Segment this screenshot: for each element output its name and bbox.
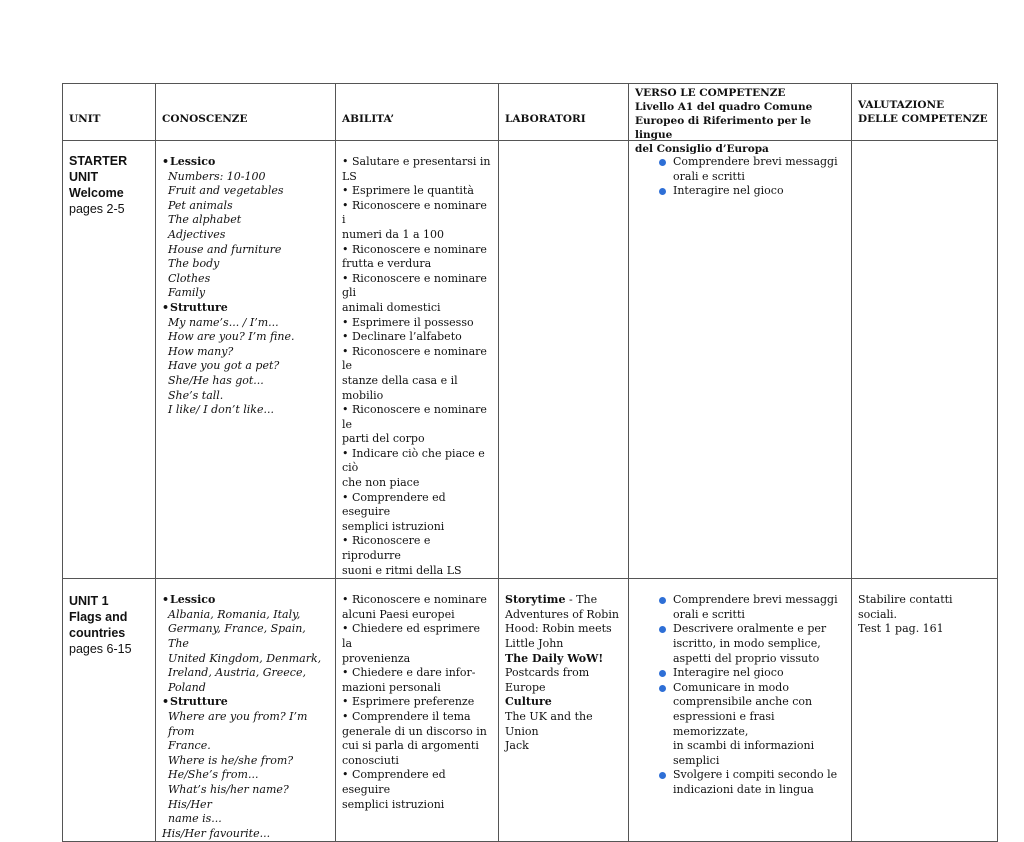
strutture-item: Have you got a pet? (168, 359, 280, 373)
abilita-line: • Riconoscere e nominare i (342, 198, 487, 227)
lessico-item: Germany, France, Spain, The (168, 622, 306, 650)
lab-culture: Culture (505, 695, 552, 709)
lessico-item: Clothes (168, 271, 211, 285)
lab-line: Adventures of Robin (505, 607, 619, 621)
lab-storytime: Storytime - The (505, 593, 598, 607)
strutture-item: I like/ I don’t like... (168, 403, 274, 417)
abilita-line: semplici istruzioni (342, 519, 445, 533)
abilita-line: frutta e verdura (342, 257, 432, 271)
bullet-dot-icon (659, 159, 666, 166)
abilita-line: animali domestici (342, 300, 441, 314)
bullet-dot-icon (659, 685, 666, 692)
abilita-line: • Declinare l’alfabeto (342, 330, 462, 344)
lessico-item: Ireland, Austria, Greece, Poland (168, 666, 306, 694)
abilita-line: cui si parla di argomenti (342, 739, 479, 753)
competenze-cell (629, 579, 852, 842)
abilita-line: suoni e ritmi della LS (342, 563, 462, 577)
unit-title: STARTER UNIT Welcome (69, 154, 128, 200)
abilita-line: semplici istruzioni (342, 797, 445, 811)
competenze-cell (629, 141, 852, 579)
strutture-item: What’s his/her name? His/Her (168, 782, 289, 811)
abilita-line: • Riconoscere e riprodurre (342, 534, 431, 563)
header-valutazione: VALUTAZIONE DELLE COMPETENZE (852, 84, 998, 141)
competenza-item: Comunicare in modo comprensibile anche con espressioni e frasi memorizzate, in scambi di informazioni semplici (629, 681, 851, 769)
strutture-item: How many? (168, 344, 234, 358)
abilita-line: • Chiedere e dare infor- (342, 666, 476, 680)
bullet-dot-icon (659, 670, 666, 677)
abilita-line: che non piace (342, 476, 420, 490)
bullet-dot-icon (659, 188, 666, 195)
lessico-heading: •Lessico (162, 155, 216, 168)
abilita-line: conosciuti (342, 753, 399, 767)
unit-pages: pages 2-5 (69, 202, 125, 216)
abilita-line: • Riconoscere e nominare (342, 242, 487, 256)
curriculum-table (62, 83, 998, 842)
laboratori-cell (499, 141, 629, 579)
competenza-item: Interagire nel gioco (629, 666, 851, 681)
lessico-item: Fruit and vegetables (168, 184, 284, 198)
abilita-line: • Indicare ciò che piace e ciò (342, 446, 485, 475)
lessico-item: Family (168, 286, 206, 300)
strutture-item: She’s tall. (168, 388, 224, 402)
abilita-line: stanze della casa e il mobilio (342, 373, 458, 402)
lab-line: The UK and the Union (505, 709, 593, 738)
header-abilita: ABILITA’ (336, 84, 499, 141)
valutazione-line: Stabilire contatti sociali. (858, 593, 953, 621)
strutture-item: France. (168, 739, 211, 753)
lab-line: Hood: Robin meets (505, 622, 612, 636)
abilita-line: provenienza (342, 651, 411, 665)
abilita-line: • Riconoscere e nominare le (342, 344, 487, 373)
abilita-line: generale di un discorso in (342, 724, 487, 738)
abilita-line: • Comprendere il tema (342, 709, 471, 723)
header-row (63, 84, 998, 141)
lab-line: Postcards from (505, 666, 590, 680)
table-row (63, 579, 998, 842)
abilita-line: • Comprendere ed eseguire (342, 768, 446, 796)
abilita-cell (336, 141, 499, 579)
abilita-line: alcuni Paesi europei (342, 607, 455, 621)
valutazione-cell (852, 141, 998, 579)
strutture-item: My name’s... / I’m... (168, 315, 279, 329)
strutture-item: Where are you from? I’m from (168, 709, 308, 738)
lab-line: Jack (505, 739, 529, 753)
bullet-dot-icon (659, 626, 666, 633)
competenza-item: Interagire nel gioco (629, 184, 851, 199)
valutazione-cell (852, 579, 998, 842)
strutture-item: How are you? I’m fine. (168, 330, 295, 344)
lessico-item: Adjectives (168, 227, 226, 241)
unit-title: UNIT 1 Flags and countries (69, 594, 128, 641)
strutture-item: Where is he/she from? (168, 753, 294, 767)
unit-pages: pages 6-15 (69, 642, 132, 657)
bullet-dot-icon (659, 597, 666, 604)
abilita-line: • Chiedere ed esprimere la (342, 622, 481, 650)
header-unit: UNIT (63, 84, 156, 141)
valutazione-line: Test 1 pag. 161 (858, 622, 944, 636)
conoscenze-cell (156, 579, 336, 842)
strutture-item: name is... (168, 812, 222, 826)
conoscenze-cell (156, 141, 336, 579)
competenza-item: Svolgere i compiti secondo le indicazioni date in lingua (629, 768, 851, 797)
abilita-line: • Riconoscere e nominare gli (342, 271, 487, 300)
unit-cell (63, 141, 156, 579)
competenza-item: Descrivere oralmente e per iscritto, in modo semplice, aspetti del proprio vissuto (629, 622, 851, 666)
abilita-line: • Esprimere il possesso (342, 315, 474, 329)
laboratori-cell (499, 579, 629, 842)
abilita-line: • Comprendere ed eseguire (342, 490, 446, 519)
unit-cell (63, 579, 156, 842)
abilita-line: mazioni personali (342, 680, 441, 694)
strutture-heading: •Strutture (162, 300, 228, 314)
lab-daily-wow: The Daily WoW! (505, 651, 604, 665)
lessico-item: Numbers: 10-100 (168, 169, 266, 183)
lessico-item: United Kingdom, Denmark, (168, 651, 322, 665)
header-conoscenze: CONOSCENZE (156, 84, 336, 141)
table-row (63, 141, 998, 579)
abilita-line: numeri da 1 a 100 (342, 227, 445, 241)
lessico-heading: •Lessico (162, 593, 216, 607)
abilita-line: • Riconoscere e nominare le (342, 403, 487, 431)
bullet-dot-icon (659, 772, 666, 779)
strutture-item: His/Her favourite... (162, 826, 271, 840)
lab-line: Europe (505, 680, 546, 694)
abilita-line: • Riconoscere e nominare (342, 593, 487, 607)
abilita-line: • Salutare e presentarsi in LS (342, 155, 491, 183)
strutture-heading: •Strutture (162, 695, 228, 709)
lessico-item: Albania, Romania, Italy, (168, 607, 301, 621)
strutture-item: He/She’s from... (168, 768, 259, 782)
lessico-item: Pet animals (168, 198, 233, 212)
header-laboratori: LABORATORI (499, 84, 629, 141)
lab-line: Little John (505, 637, 564, 650)
lessico-item: The alphabet (168, 213, 242, 227)
abilita-cell (336, 579, 499, 842)
competenza-item: Comprendere brevi messaggi orali e scritti (629, 593, 851, 622)
lessico-item: House and furniture (168, 242, 282, 256)
abilita-line: • Esprimere le quantità (342, 184, 474, 198)
header-verso-competenze: VERSO LE COMPETENZE Livello A1 del quadro Comune Europeo di Riferimento per le lingue del Consiglio d’Europa (629, 84, 852, 141)
competenza-item: Comprendere brevi messaggi orali e scritti (629, 155, 851, 184)
strutture-item: She/He has got... (168, 373, 264, 387)
lessico-item: The body (168, 257, 220, 271)
abilita-line: parti del corpo (342, 432, 425, 446)
abilita-line: • Esprimere preferenze (342, 695, 475, 709)
